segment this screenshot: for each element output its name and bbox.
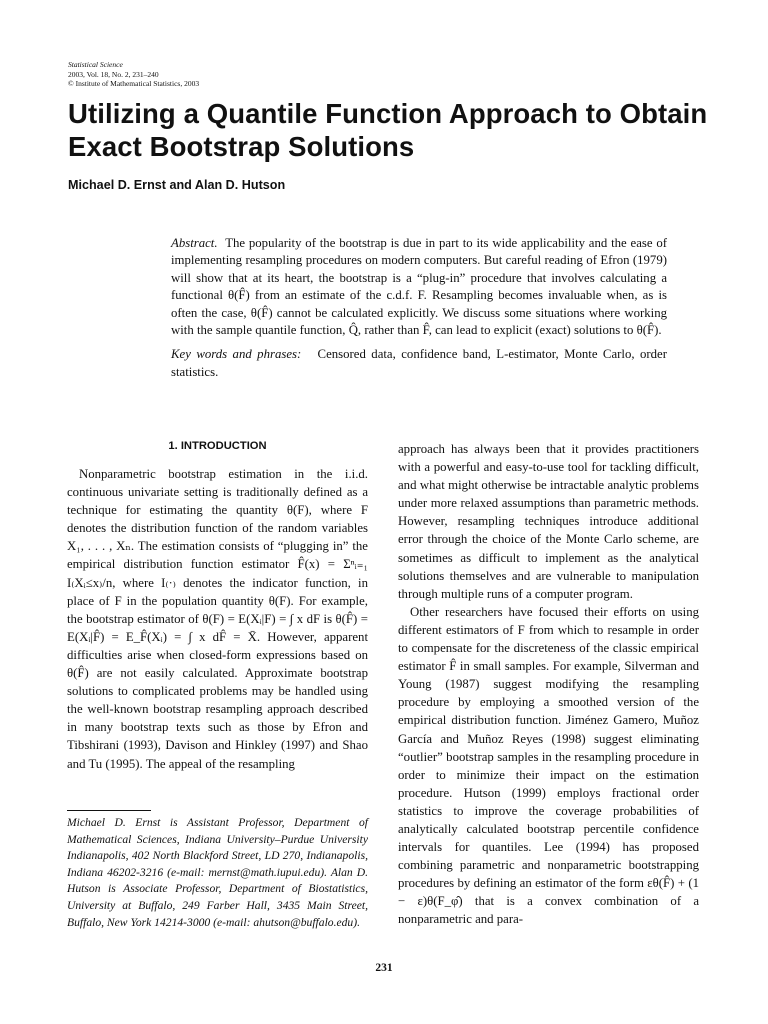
journal-header <box>68 60 199 89</box>
page-number: 231 <box>375 962 393 974</box>
section-heading: 1. INTRODUCTION <box>168 440 267 452</box>
right-column <box>398 440 699 929</box>
author-footnote: Michael D. Ernst is Assistant Professor, Department of Mathematical Sciences, Indiana University–Purdue University Indianapolis, 402 North Blackford Street, LD 270, Indianapolis, Indiana 46202-3216 (e-mail: mernst@math.iupui.edu). Alan D. Hutson is Associate Professor, Department of Biostatistics, University at Buffalo, 249 Farber Hall, 3435 Main Street, Buffalo, New York 14214-3000 (e-mail: ahutson@buffalo.edu). <box>67 816 368 929</box>
abstract-text: The popularity of the bootstrap is due in part to its wide applicability and the ease of implementing resampling procedures on modern computers. But careful reading of Efron (1979) will show that at its heart, the bootstrap is a “plug-in” procedure that involves calculating a functional θ(F̂) from an estimate of the c.d.f. F. Resampling becomes invaluable when, as is often the case, θ(F̂) cannot be calculated explicitly. We discuss some situations where working with the sample quantile function, Q̂, rather than F̂, can lead to explicit (exact) solutions to θ(F̂). <box>171 236 667 338</box>
right-column-paragraph-1: approach has always been that it provides practitioners with a powerful and easy-to-use tool for tackling difficult, and what might otherwise be intractable analytic problems under more relaxed assumptions than parametric methods. However, resampling techniques introduce additional error through the choice of the Monte Carlo scheme, are sometimes as difficult to implement as the analytical solutions themselves and are vulnerable to manipulation through multiple runs of a computer program. <box>398 442 699 601</box>
keywords-label: Key words and phrases: <box>171 347 302 362</box>
journal-issue: 2003, Vol. 18, No. 2, 231–240 <box>68 69 159 79</box>
footnote-rule <box>67 810 151 811</box>
paper-title: Utilizing a Quantile Function Approach to Obtain Exact Bootstrap Solutions <box>68 98 708 162</box>
keywords-paragraph <box>171 346 667 381</box>
right-column-paragraph-2: Other researchers have focused their efforts on using different estimators of F from which to resample in order to compensate for the discreteness of the classic empirical estimator F̂ in small samples. For example, Silverman and Young (1987) suggest modifying the resampling procedure by employing a smoothed version of the empirical distribution function. Jiménez Gamero, Muñoz García and Muñoz Reyes (1998) suggest eliminating “outlier” bootstrap samples in the resampling procedure in order to minimize their impact on the estimation procedure. Hutson (1999) employs fractional order statistics to improve the coverage probabilities of analytically calculated bootstrap percentile confidence intervals for quantiles. Lee (1994) has proposed combining parametric and nonparametric bootstrapping procedures by defining an estimator of the form εθ(F̂) + (1 − ε)θ(F_φ̂) that is a convex combination of a nonparametric and para- <box>398 604 699 927</box>
left-column-paragraph: Nonparametric bootstrap estimation in the i.i.d. continuous univariate setting is traditionally defined as a technique for estimating the quantity θ(F), where F denotes the distribution function of the random variables X₁, . . . , Xₙ. The estimation consists of “plugging in” the empirical distribution function estimator F̂(x) = Σⁿᵢ₌₁ I₍Xᵢ≤x₎/n, where I₍·₎ denotes the indicator function, in place of F in the population quantity θ(F). For example, the bootstrap estimator of θ(F) = E(Xᵢ|F) = ∫ x dF is θ(F̂) = E(Xᵢ|F̂) = E_F̂(Xᵢ) = ∫ x dF̂ = X̄. However, apparent difficulties arise when closed-form expressions based on θ(F̂) are not easily calculated. Approximate bootstrap solutions to complicated problems may be handled using the well-known bootstrap resampling approach described in many bootstrap texts such as those by Efron and Tibshirani (1993), Davison and Hinkley (1997) and Shao and Tu (1995). The appeal of the resampling <box>67 467 368 771</box>
paper-authors: Michael D. Ernst and Alan D. Hutson <box>68 178 286 192</box>
abstract-block <box>171 235 667 381</box>
journal-copyright: © Institute of Mathematical Statistics, 2003 <box>68 79 200 88</box>
abstract-paragraph <box>171 235 667 339</box>
keywords-text: Censored data, confidence band, L-estimator, Monte Carlo, order statistics. <box>171 347 667 379</box>
abstract-label: Abstract. <box>171 236 218 250</box>
journal-name: Statistical Science <box>68 60 123 69</box>
